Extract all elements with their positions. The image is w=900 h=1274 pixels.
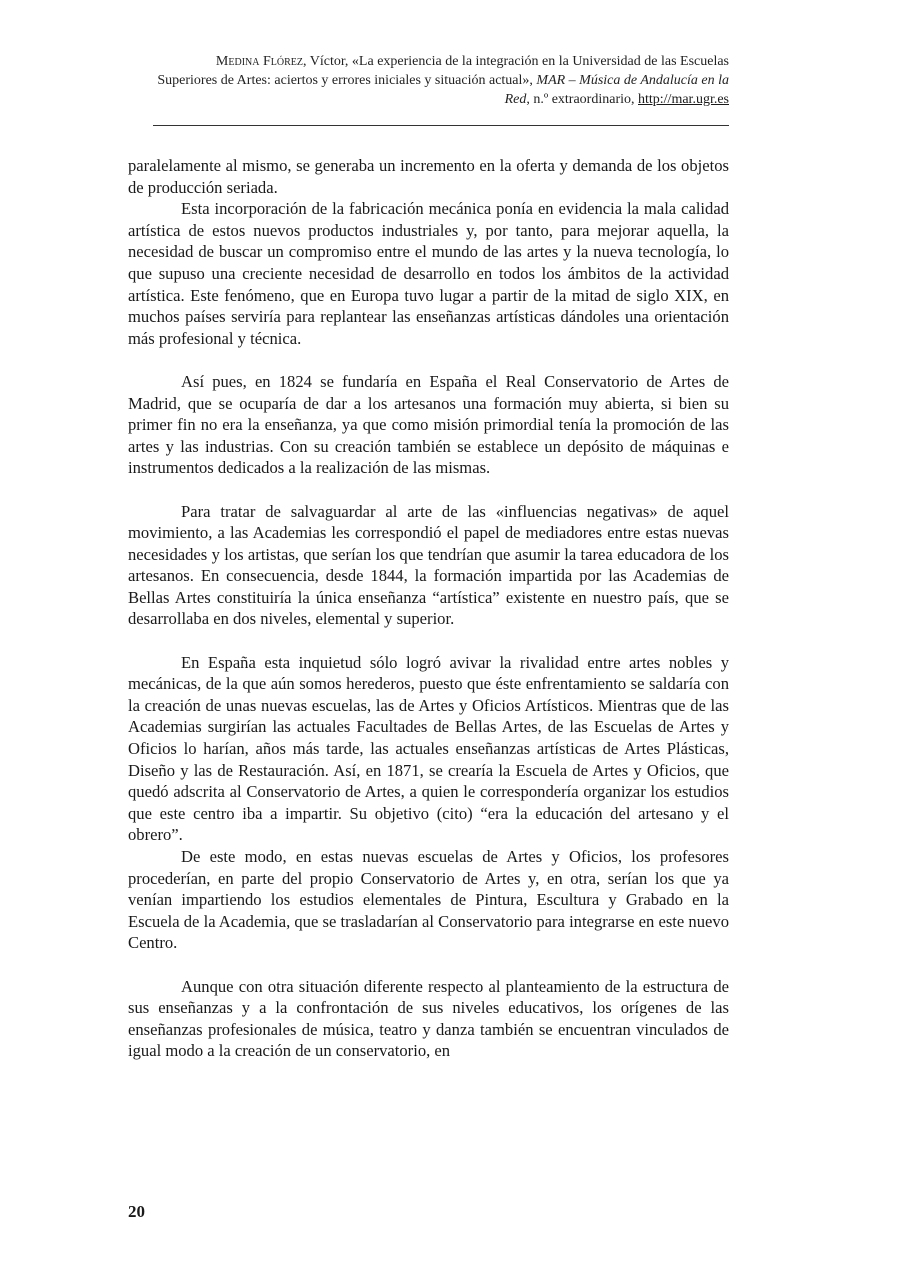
paragraph: En España esta inquietud sólo logró avivar la rivalidad entre artes nobles y mecánicas, de la que aún somos herederos, puesto que éste enfrentamiento se saldaría con la creación de unas nuevas escuelas, las de Artes y Oficios Artísticos. Mientras que de las Academias surgirían las actuales Facultades de Bellas Artes, de las Escuelas de Artes y Oficios lo harían, años más tarde, las actuales enseñanzas artísticas de Artes Plásticas, Diseño y las de Restauración. Así, en 1871, se crearía la Escuela de Artes y Oficios, que quedó adscrita al Conservatorio de Artes, a quien le correspondería organizar los estudios que este centro iba a impartir. Su objetivo (cito) “era la educación del artesano y el obrero”. xyxy=(128,652,729,845)
header-author: Medina Flórez xyxy=(215,54,303,69)
page-number: 20 xyxy=(128,1202,145,1221)
header-line-3 xyxy=(128,90,729,109)
header-journal-cont: Red xyxy=(504,92,527,107)
header-journal: MAR – Música de Andalucía en la xyxy=(536,73,729,88)
header-issue: , n.º extraordinario, xyxy=(526,92,638,107)
paragraph: Aunque con otra situación diferente respecto al planteamiento de la estructura de sus enseñanzas y a la confrontación de sus niveles educativos, los orígenes de las enseñanzas profesionales de música, teatro y danza también se encuentran vinculados de igual modo a la creación de un conservatorio, en xyxy=(128,976,729,1061)
header-line-1 xyxy=(128,52,729,71)
paragraph: Para tratar de salvaguardar al arte de las «influencias negativas» de aquel movimiento, a las Academias les correspondió el papel de mediadores entre estas nuevas necesidades y los artistas, que serían los que tendrían que asumir la tarea educadora de los artesanos. En consecuencia, desde 1844, la formación impartida por las Academias de Bellas Artes constituiría la única enseñanza “artística” existente en nuestro país, que se desarrollaba en dos niveles, elemental y superior. xyxy=(128,501,729,629)
paragraph: De este modo, en estas nuevas escuelas de Artes y Oficios, los profesores procederían, en parte del propio Conservatorio de Artes y, en otra, serían los que ya venían impartiendo los estudios elementales de Pintura, Escultura y Grabado en la Escuela de la Academia, que se trasladarían al Conservatorio para integrarse en este nuevo Centro. xyxy=(128,847,729,953)
paragraph: paralelamente al mismo, se generaba un incremento en la oferta y demanda de los objetos de producción seriada. xyxy=(128,156,729,197)
header-divider xyxy=(153,125,729,126)
header-line2-text: Superiores de Artes: aciertos y errores iniciales y situación actual», xyxy=(157,73,537,88)
paragraph: Así pues, en 1824 se fundaría en España el Real Conservatorio de Artes de Madrid, que se ocuparía de dar a los artesanos una formación muy abierta, si bien su primer fin no era la enseñanza, ya que como misión primordial tenía la promoción de las artes y las industrias. Con su creación también se establece un depósito de máquinas e instrumentos dedicados a la realización de las mismas. xyxy=(128,371,729,478)
header-url-link[interactable]: http://mar.ugr.es xyxy=(638,92,729,107)
running-header xyxy=(128,52,729,109)
header-line-2 xyxy=(128,71,729,90)
header-line1-rest: , Víctor, «La experiencia de la integración en la Universidad de las Escuelas xyxy=(302,54,729,69)
paragraph: Esta incorporación de la fabricación mecánica ponía en evidencia la mala calidad artística de estos nuevos productos industriales y, por tanto, para mejorar aquella, la necesidad de buscar un compromiso entre el mundo de las artes y la nueva tecnología, lo que supuso una creciente necesidad de desarrollo en todos los ámbitos de la actividad artística. Este fenómeno, que en Europa tuvo lugar a partir de la mitad de siglo XIX, en muchos países serviría para replantear las enseñanzas artísticas dándoles una orientación más profesional y técnica. xyxy=(128,199,729,348)
body-text xyxy=(128,155,729,1062)
